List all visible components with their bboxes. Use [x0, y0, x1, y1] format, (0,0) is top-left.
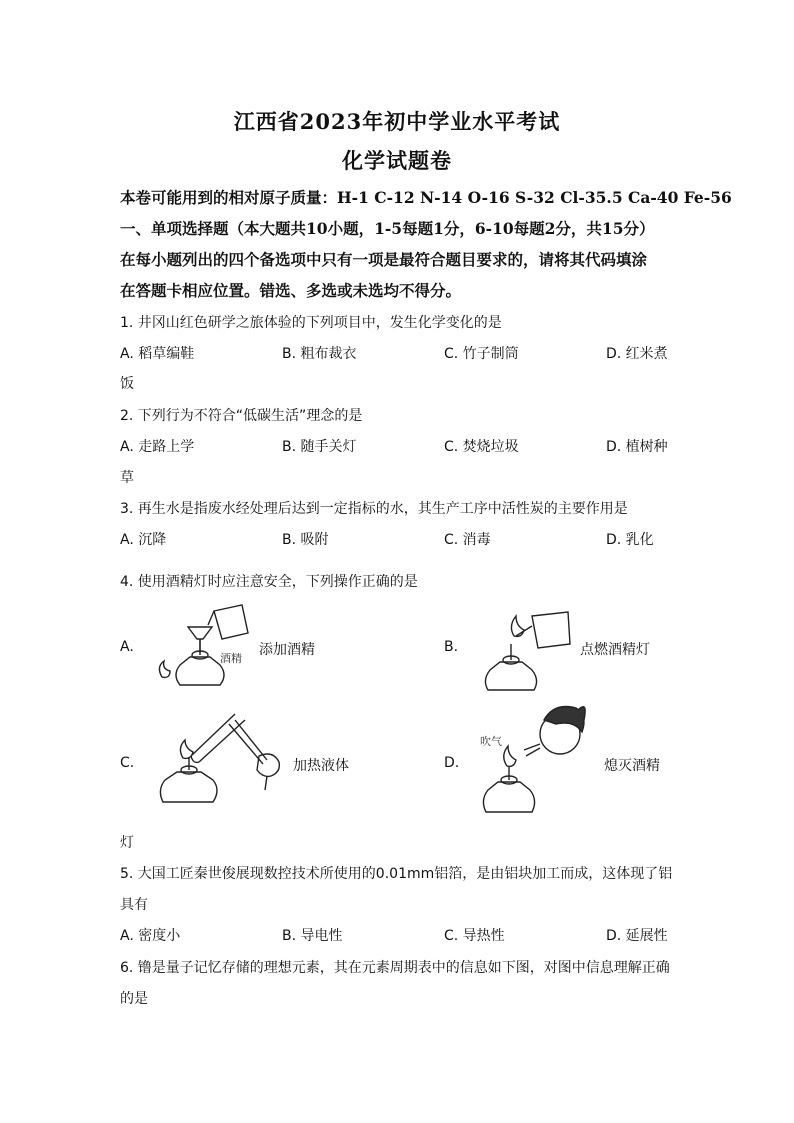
q2-option-b[interactable]: B. 随手关灯	[282, 439, 357, 455]
q1-option-d[interactable]: D. 红米煮	[606, 346, 668, 362]
q1-option-a[interactable]: A. 稻草编鞋	[120, 346, 195, 362]
question-5-stem: 5. 大国工匠秦世俊展现数控技术所使用的0.01mm铝箔，是由铝块加工而成，这体现了铝	[120, 866, 673, 882]
q4-option-d-caption: 熄灭酒精	[604, 758, 660, 774]
q5-option-a[interactable]: A. 密度小	[120, 928, 181, 944]
question-6-stem: 6. 镥是量子记忆存储的理想元素，其在元素周期表中的信息如下图，对图中信息理解正确	[120, 960, 670, 976]
alcohol-bottle-label: 酒精	[220, 652, 242, 665]
q2-option-c[interactable]: C. 焚烧垃圾	[444, 439, 519, 455]
q3-option-c[interactable]: C. 消毒	[444, 532, 491, 548]
paper-subtitle: 化学试题卷	[342, 148, 452, 173]
section-instruction-cont: 在答题卡相应位置。错选、多选或未选均不得分。	[120, 281, 462, 300]
q3-option-b[interactable]: B. 吸附	[282, 532, 329, 548]
q4-option-d-letter[interactable]: D.	[444, 755, 460, 771]
question-4-stem: 4. 使用酒精灯时应注意安全，下列操作正确的是	[120, 574, 418, 590]
blow-speech-label: 吹气	[480, 735, 502, 748]
q2-option-d[interactable]: D. 植树种	[606, 439, 668, 455]
q5-option-d[interactable]: D. 延展性	[606, 928, 668, 944]
q4-option-b-letter[interactable]: B.	[444, 639, 459, 655]
q3-option-a[interactable]: A. 沉降	[120, 532, 167, 548]
q1-option-b[interactable]: B. 粗布裁衣	[282, 346, 357, 362]
question-1-stem: 1. 井冈山红色研学之旅体验的下列项目中，发生化学变化的是	[120, 315, 502, 331]
q4-option-d-wrap: 灯	[120, 835, 134, 851]
question-2-stem: 2. 下列行为不符合“低碳生活”理念的是	[120, 408, 363, 424]
q3-option-d[interactable]: D. 乳化	[606, 532, 654, 548]
q4-option-c-caption: 加热液体	[293, 758, 349, 774]
section-instruction: 在每小题列出的四个备选项中只有一项是最符合题目要求的，请将其代码填涂	[120, 250, 648, 269]
exam-title: 江西省2023年初中学业水平考试	[233, 109, 561, 134]
light-lamp-illustration	[480, 608, 580, 698]
atomic-mass-note: 本卷可能用到的相对原子质量：H-1 C-12 N-14 O-16 S-32 Cl-35.5 Ca-40 Fe-56	[120, 188, 732, 207]
question-3-stem: 3. 再生水是指废水经处理后达到一定指标的水，其生产工序中活性炭的主要作用是	[120, 501, 628, 517]
question-5-stem-wrap: 具有	[120, 897, 148, 913]
q5-option-b[interactable]: B. 导电性	[282, 928, 343, 944]
q2-option-d-wrap: 草	[120, 470, 134, 486]
q5-option-c[interactable]: C. 导热性	[444, 928, 505, 944]
q4-option-a-caption: 添加酒精	[259, 642, 315, 658]
q4-option-a-letter[interactable]: A.	[120, 639, 134, 655]
heat-liquid-illustration	[155, 710, 290, 810]
q4-option-b-caption: 点燃酒精灯	[580, 642, 650, 658]
q1-option-d-wrap: 饭	[120, 376, 134, 392]
blow-out-flame-illustration	[470, 700, 590, 820]
q4-option-c-letter[interactable]: C.	[120, 755, 135, 771]
question-6-stem-wrap: 的是	[120, 991, 148, 1007]
add-alcohol-illustration	[150, 605, 260, 695]
section-heading: 一、单项选择题（本大题共10小题，1-5每题1分，6-10每题2分，共15分）	[120, 219, 655, 238]
q2-option-a[interactable]: A. 走路上学	[120, 439, 195, 455]
q1-option-c[interactable]: C. 竹子制筒	[444, 346, 519, 362]
